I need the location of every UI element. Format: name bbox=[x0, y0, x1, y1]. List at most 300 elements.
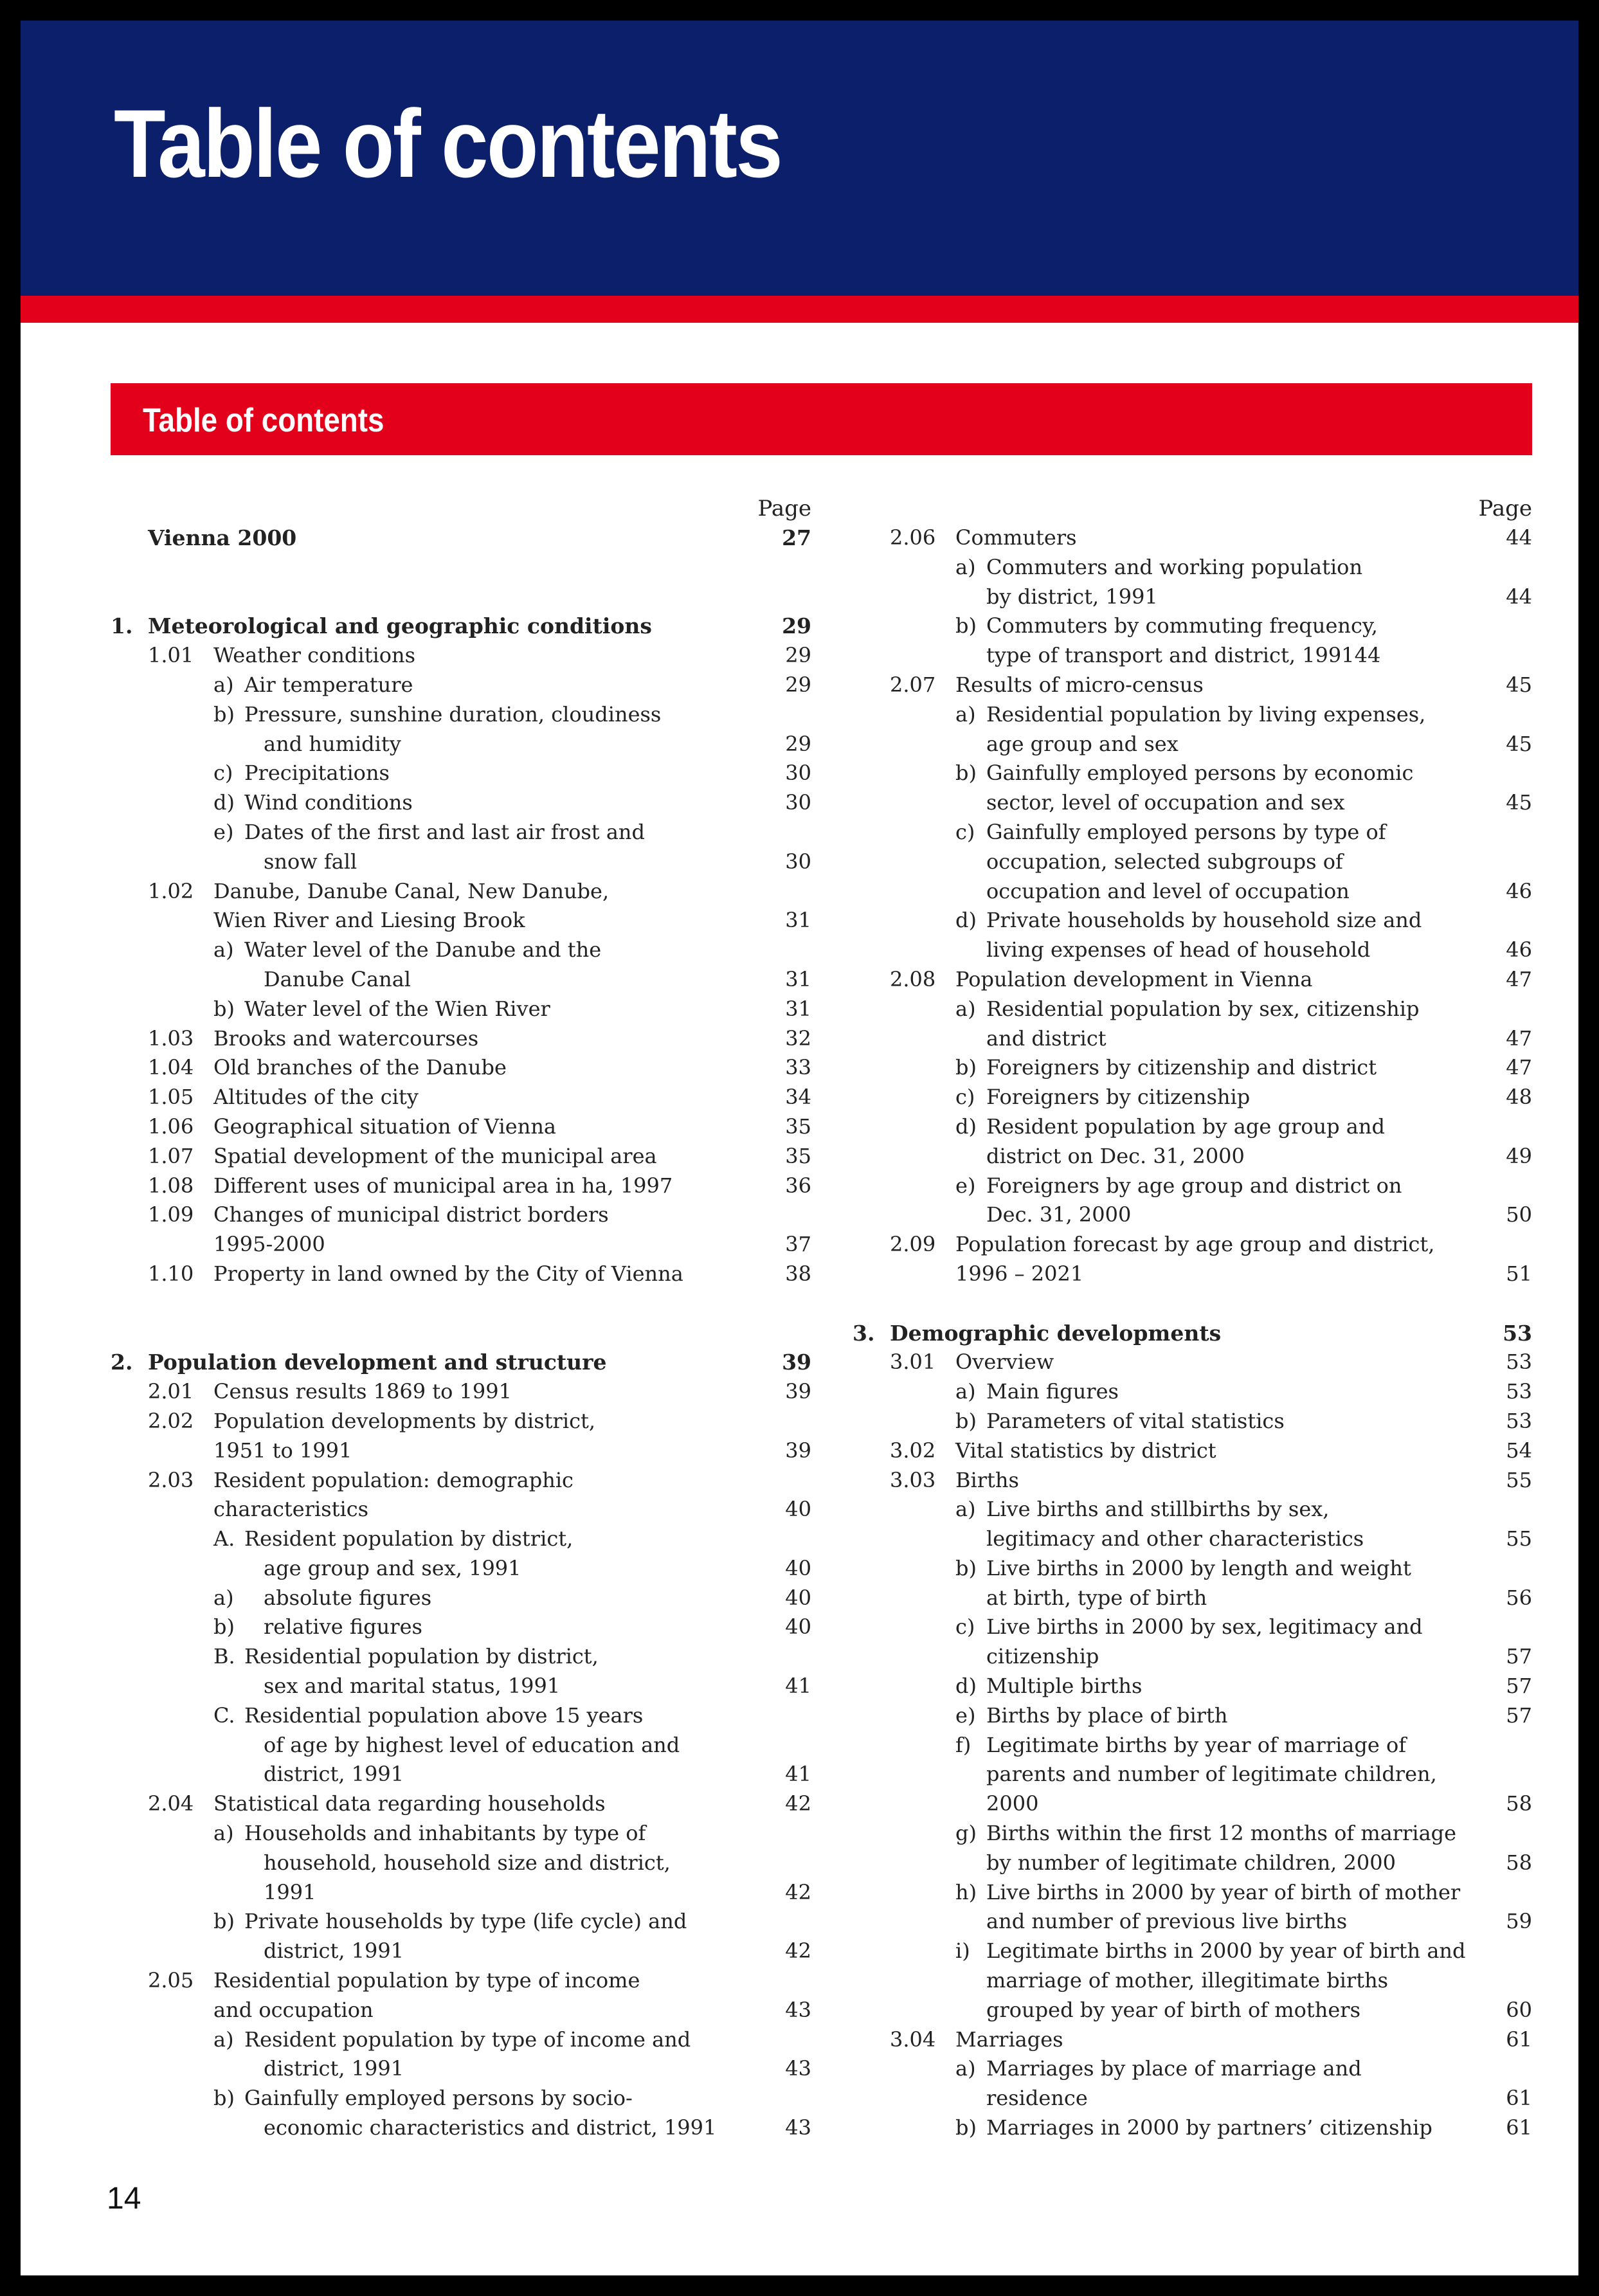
toc-entry[interactable] bbox=[853, 641, 1532, 671]
toc-entry-page: 57 bbox=[1506, 1703, 1532, 1728]
toc-entry-number: 1.10 bbox=[148, 1261, 194, 1286]
toc-entry-page: 56 bbox=[1506, 1585, 1532, 1610]
toc-entry[interactable] bbox=[853, 2025, 1532, 2055]
toc-entry-page: 46 bbox=[1506, 937, 1532, 963]
toc-entry-title: Marriages by place of marriage and bbox=[986, 2056, 1362, 2081]
toc-entry-number: i) bbox=[955, 1939, 970, 1964]
toc-entry[interactable] bbox=[853, 1495, 1532, 1524]
toc-entry[interactable] bbox=[111, 2113, 811, 2143]
toc-entry-page: 33 bbox=[785, 1055, 811, 1080]
toc-entry-page: 31 bbox=[785, 966, 811, 991]
toc-entry[interactable] bbox=[853, 1230, 1532, 1260]
toc-entry-title: absolute figures bbox=[264, 1585, 432, 1610]
toc-entry[interactable] bbox=[853, 523, 1532, 553]
toc-entry[interactable] bbox=[853, 847, 1532, 877]
toc-entry-title: Gainfully employed persons by socio- bbox=[244, 2086, 633, 2111]
toc-entry-title: Commuters and working population bbox=[986, 554, 1363, 579]
toc-entry[interactable] bbox=[111, 936, 811, 965]
toc-entry-number: b) bbox=[955, 613, 977, 638]
toc-entry[interactable] bbox=[111, 2025, 811, 2055]
toc-entry-number: 3.04 bbox=[890, 2027, 936, 2052]
toc-entry-number: 1.02 bbox=[148, 878, 194, 903]
toc-entry[interactable] bbox=[111, 995, 811, 1024]
toc-entry[interactable] bbox=[111, 1083, 811, 1112]
toc-entry[interactable] bbox=[853, 788, 1532, 818]
toc-chapter[interactable] bbox=[853, 1319, 1532, 1348]
toc-entry-page: 31 bbox=[785, 996, 811, 1021]
toc-entry-number: 1.03 bbox=[148, 1026, 194, 1051]
toc-entry[interactable] bbox=[853, 1731, 1532, 1760]
toc-entry[interactable] bbox=[853, 1613, 1532, 1642]
toc-entry-title: household, household size and district, bbox=[264, 1850, 671, 1875]
toc-entry[interactable] bbox=[853, 1260, 1532, 1289]
toc-entry-page: 58 bbox=[1506, 1791, 1532, 1816]
toc-entry-number: 1.01 bbox=[148, 643, 194, 668]
toc-entry-number: f) bbox=[955, 1732, 971, 1757]
toc-entry-number: 1. bbox=[111, 613, 133, 639]
toc-entry-title: Residential population by type of income bbox=[213, 1968, 640, 1993]
toc-entry-title: Residential population by living expenses, bbox=[986, 701, 1426, 727]
toc-entry-number: 2.08 bbox=[890, 966, 936, 991]
toc-entry-number: 1.07 bbox=[148, 1143, 194, 1168]
toc-entry-number: 3. bbox=[853, 1320, 875, 1346]
toc-entry[interactable] bbox=[853, 906, 1532, 936]
toc-entry-title: Wien River and Liesing Brook bbox=[213, 908, 525, 933]
toc-entry[interactable] bbox=[111, 1112, 811, 1142]
toc-entry[interactable] bbox=[111, 1466, 811, 1496]
toc-entry-page: 43 bbox=[785, 2056, 811, 2081]
toc-entry[interactable] bbox=[853, 700, 1532, 730]
toc-entry-title: 1951 to 1991 bbox=[213, 1438, 352, 1463]
toc-entry[interactable] bbox=[111, 847, 811, 877]
toc-entry-title: Air temperature bbox=[244, 672, 413, 697]
toc-entry[interactable] bbox=[853, 553, 1532, 583]
toc-entry-title: sector, level of occupation and sex bbox=[986, 790, 1345, 815]
toc-entry-title: Resident population by district, bbox=[244, 1526, 574, 1551]
toc-entry[interactable] bbox=[853, 1407, 1532, 1436]
toc-entry-page: 49 bbox=[1506, 1143, 1532, 1168]
toc-entry-title: district, 1991 bbox=[264, 1762, 404, 1787]
toc-entry-page: 30 bbox=[785, 761, 811, 786]
toc-entry-title: 1991 bbox=[264, 1879, 316, 1904]
toc-entry-number: h) bbox=[955, 1879, 977, 1904]
toc-entry-page: 29 bbox=[782, 613, 811, 639]
toc-entry-title: Brooks and watercourses bbox=[213, 1026, 479, 1051]
toc-entry-title: Dec. 31, 2000 bbox=[986, 1202, 1132, 1227]
toc-entry-page: 43 bbox=[785, 2115, 811, 2140]
toc-entry-number: 2.02 bbox=[148, 1408, 194, 1433]
toc-entry[interactable] bbox=[111, 641, 811, 671]
toc-entry-title: Live births and stillbirths by sex, bbox=[986, 1497, 1330, 1522]
toc-entry-number: a) bbox=[213, 1821, 234, 1846]
toc-entry[interactable] bbox=[853, 1672, 1532, 1701]
toc-entry[interactable] bbox=[853, 1171, 1532, 1201]
toc-entry-title: of age by highest level of education and bbox=[264, 1732, 680, 1757]
toc-entry-number: a) bbox=[213, 2027, 234, 2052]
toc-entry-number: b) bbox=[213, 1614, 235, 1640]
toc-entry-page: 47 bbox=[1506, 966, 1532, 991]
toc-entry-page: 58 bbox=[1506, 1850, 1532, 1875]
toc-entry[interactable] bbox=[111, 1524, 811, 1554]
toc-right-column bbox=[853, 494, 1532, 2143]
toc-entry[interactable] bbox=[111, 1701, 811, 1731]
toc-entry-title: Foreigners by citizenship and district bbox=[986, 1055, 1377, 1080]
toc-entry-title: characteristics bbox=[213, 1497, 369, 1522]
toc-entry-number: d) bbox=[955, 1114, 977, 1139]
toc-entry[interactable] bbox=[853, 1554, 1532, 1584]
toc-entry[interactable] bbox=[853, 2054, 1532, 2084]
toc-entry[interactable] bbox=[853, 1642, 1532, 1672]
toc-entry-page: 41 bbox=[785, 1762, 811, 1787]
toc-entry-title: Resident population by type of income and bbox=[244, 2027, 691, 2052]
toc-entry-title: Resident population by age group and bbox=[986, 1114, 1385, 1139]
toc-entry-title: Commuters bbox=[955, 525, 1077, 550]
toc-entry-title: marriage of mother, illegitimate births bbox=[986, 1968, 1389, 1993]
toc-entry[interactable] bbox=[111, 2084, 811, 2113]
toc-entry[interactable] bbox=[111, 1200, 811, 1230]
toc-entry-title: Population forecast by age group and district, bbox=[955, 1232, 1435, 1257]
toc-entry-number: A. bbox=[213, 1526, 235, 1551]
toc-entry-number: 2.03 bbox=[148, 1467, 194, 1492]
toc-entry[interactable] bbox=[111, 877, 811, 907]
toc-entry[interactable] bbox=[853, 1819, 1532, 1849]
toc-entry-page: 29 bbox=[785, 672, 811, 697]
toc-entry-number: d) bbox=[955, 908, 977, 933]
toc-entry-page: 40 bbox=[785, 1555, 811, 1580]
toc-entry-title: and number of previous live births bbox=[986, 1909, 1348, 1934]
toc-entry-number: B. bbox=[213, 1644, 235, 1669]
toc-entry-page: 45 bbox=[1506, 790, 1532, 815]
toc-entry-number: b) bbox=[955, 2115, 977, 2140]
toc-entry[interactable] bbox=[111, 1495, 811, 1524]
spacer bbox=[111, 583, 811, 612]
toc-entry[interactable] bbox=[853, 1053, 1532, 1083]
toc-entry-number: a) bbox=[213, 1585, 234, 1610]
toc-entry[interactable] bbox=[853, 671, 1532, 700]
toc-entry[interactable] bbox=[111, 1554, 811, 1584]
toc-entry-title: Live births in 2000 by year of birth of mother bbox=[986, 1879, 1461, 1904]
toc-entry[interactable] bbox=[111, 730, 811, 759]
toc-entry-page: 46 bbox=[1506, 878, 1532, 903]
toc-entry[interactable] bbox=[853, 2084, 1532, 2113]
toc-entry-page: 55 bbox=[1506, 1526, 1532, 1551]
toc-entry[interactable] bbox=[853, 995, 1532, 1024]
toc-entry-number: 3.01 bbox=[890, 1350, 936, 1375]
toc-entry[interactable] bbox=[853, 1466, 1532, 1496]
toc-entry-title: Water level of the Wien River bbox=[244, 996, 550, 1021]
toc-entry-number: d) bbox=[955, 1674, 977, 1699]
toc-entry-title: Results of micro-census bbox=[955, 672, 1204, 697]
toc-entry[interactable] bbox=[111, 788, 811, 818]
toc-entry-page: 60 bbox=[1506, 1997, 1532, 2022]
toc-entry[interactable] bbox=[111, 1878, 811, 1908]
toc-entry-page: 53 bbox=[1506, 1350, 1532, 1375]
toc-entry-number: e) bbox=[955, 1703, 976, 1728]
toc-entry-page: 44 bbox=[1506, 584, 1532, 609]
toc-entry[interactable] bbox=[853, 1584, 1532, 1613]
toc-entry-page: 57 bbox=[1506, 1674, 1532, 1699]
toc-entry-title: Multiple births bbox=[986, 1674, 1143, 1699]
toc-entry-page: 40 bbox=[785, 1497, 811, 1522]
toc-entry-title: Foreigners by age group and district on bbox=[986, 1173, 1402, 1198]
toc-entry-title: Different uses of municipal area in ha, 1997 bbox=[213, 1173, 673, 1198]
toc-entry[interactable] bbox=[853, 1524, 1532, 1554]
toc-entry[interactable] bbox=[853, 759, 1532, 788]
toc-entry-number: d) bbox=[213, 790, 235, 815]
toc-entry-page: 57 bbox=[1506, 1644, 1532, 1669]
toc-entry-page: 61 bbox=[1506, 2027, 1532, 2052]
toc-entry-title: age group and sex, 1991 bbox=[264, 1555, 521, 1580]
toc-entry-page: 53 bbox=[1506, 1408, 1532, 1433]
toc-entry[interactable] bbox=[111, 1937, 811, 1966]
toc-entry-number: b) bbox=[955, 1055, 977, 1080]
toc-entry-title: Legitimate births by year of marriage of bbox=[986, 1732, 1407, 1757]
toc-entry-title: Wind conditions bbox=[244, 790, 413, 815]
toc-entry[interactable] bbox=[853, 583, 1532, 612]
toc-entry-page: 45 bbox=[1506, 731, 1532, 756]
toc-entry-title: Precipitations bbox=[244, 761, 390, 786]
toc-entry[interactable] bbox=[111, 1230, 811, 1260]
toc-entry-page: 45 bbox=[1506, 672, 1532, 697]
toc-entry-title: occupation, selected subgroups of bbox=[986, 849, 1343, 874]
toc-entry[interactable] bbox=[111, 1142, 811, 1171]
toc-entry-page: 54 bbox=[1506, 1438, 1532, 1463]
toc-entry[interactable] bbox=[111, 1996, 811, 2025]
toc-entry-title: Vital statistics by district bbox=[955, 1438, 1216, 1463]
toc-entry-title: Private households by household size and bbox=[986, 908, 1422, 933]
toc-entry-page: 38 bbox=[785, 1261, 811, 1286]
toc-entry-page: 30 bbox=[785, 849, 811, 874]
toc-entry-title: Marriages bbox=[955, 2027, 1063, 2052]
toc-entry-title: Danube, Danube Canal, New Danube, bbox=[213, 878, 610, 903]
toc-entry[interactable] bbox=[111, 1584, 811, 1613]
toc-entry-title: Property in land owned by the City of Vienna bbox=[213, 1261, 683, 1286]
document-page bbox=[21, 21, 1578, 2275]
toc-entry[interactable] bbox=[111, 1907, 811, 1937]
toc-entry[interactable] bbox=[111, 1672, 811, 1701]
toc-entry-title: and occupation bbox=[213, 1997, 374, 2022]
toc-entry-page: 39 bbox=[785, 1379, 811, 1404]
toc-entry-title: and district bbox=[986, 1026, 1107, 1051]
toc-entry[interactable] bbox=[111, 1407, 811, 1436]
toc-entry[interactable] bbox=[853, 1142, 1532, 1171]
toc-entry-title: sex and marital status, 1991 bbox=[264, 1674, 561, 1699]
toc-entry[interactable] bbox=[111, 1849, 811, 1878]
toc-entry-number: c) bbox=[213, 761, 233, 786]
toc-entry[interactable] bbox=[853, 1907, 1532, 1937]
toc-entry-title: Danube Canal bbox=[264, 966, 411, 991]
toc-entry-number: 1.09 bbox=[148, 1202, 194, 1227]
toc-entry[interactable] bbox=[111, 759, 811, 788]
toc-entry-number: 1.04 bbox=[148, 1055, 194, 1080]
toc-entry-title: Births by place of birth bbox=[986, 1703, 1228, 1728]
toc-entry-number: b) bbox=[213, 1909, 235, 1934]
toc-entry-title: grouped by year of birth of mothers bbox=[986, 1997, 1360, 2022]
page-number: 14 bbox=[107, 2182, 141, 2216]
toc-entry-number: 2. bbox=[111, 1350, 133, 1375]
toc-entry-title: Overview bbox=[955, 1350, 1054, 1375]
toc-entry-page: 35 bbox=[785, 1143, 811, 1168]
toc-entry[interactable] bbox=[111, 906, 811, 936]
toc-entry[interactable] bbox=[853, 1849, 1532, 1878]
toc-entry-number: 2.05 bbox=[148, 1968, 194, 1993]
toc-entry[interactable] bbox=[111, 1053, 811, 1083]
page-title: Table of contents bbox=[114, 89, 782, 197]
toc-entry-title: Vienna 2000 bbox=[148, 525, 297, 550]
toc-entry[interactable] bbox=[111, 1966, 811, 1996]
toc-entry[interactable] bbox=[853, 1024, 1532, 1054]
toc-entry-number: 2.06 bbox=[890, 525, 936, 550]
toc-entry-title: 1995-2000 bbox=[213, 1232, 325, 1257]
toc-entry[interactable] bbox=[853, 1996, 1532, 2025]
toc-entry[interactable] bbox=[853, 1083, 1532, 1112]
toc-entry-number: b) bbox=[213, 701, 235, 727]
page-column-label: Page bbox=[757, 496, 811, 521]
toc-entry-title: district on Dec. 31, 2000 bbox=[986, 1143, 1245, 1168]
toc-entry[interactable] bbox=[853, 1937, 1532, 1966]
toc-entry-number: c) bbox=[955, 1085, 975, 1110]
toc-entry[interactable] bbox=[853, 1878, 1532, 1908]
toc-entry-title: relative figures bbox=[264, 1614, 422, 1640]
toc-entry-number: a) bbox=[213, 937, 234, 963]
toc-entry[interactable] bbox=[111, 2054, 811, 2084]
toc-entry[interactable] bbox=[853, 1200, 1532, 1230]
toc-entry[interactable] bbox=[853, 1436, 1532, 1466]
header-red-stripe bbox=[21, 296, 1578, 323]
toc-entry-number: a) bbox=[955, 2056, 976, 2081]
toc-entry-title: and humidity bbox=[264, 731, 401, 756]
toc-entry-title: Main figures bbox=[986, 1379, 1119, 1404]
toc-entry[interactable] bbox=[111, 1642, 811, 1672]
toc-entry-title: by district, 1991 bbox=[986, 584, 1158, 609]
toc-entry-number: b) bbox=[955, 1408, 977, 1433]
toc-entry-title: Population development and structure bbox=[148, 1350, 607, 1375]
toc-entry-number: 3.03 bbox=[890, 1467, 936, 1492]
toc-entry-number: g) bbox=[955, 1821, 977, 1846]
toc-entry-title: Dates of the first and last air frost and bbox=[244, 819, 645, 844]
toc-entry[interactable] bbox=[111, 1024, 811, 1054]
toc-entry[interactable] bbox=[111, 1819, 811, 1849]
toc-entry[interactable] bbox=[853, 936, 1532, 965]
toc-entry-title: Pressure, sunshine duration, cloudiness bbox=[244, 701, 662, 727]
toc-entry[interactable] bbox=[111, 1260, 811, 1289]
toc-entry-title: living expenses of head of household bbox=[986, 937, 1371, 963]
toc-entry[interactable] bbox=[111, 671, 811, 700]
toc-entry[interactable] bbox=[111, 1789, 811, 1819]
toc-entry-title: Households and inhabitants by type of bbox=[244, 1821, 646, 1846]
toc-entry-title: by number of legitimate children, 2000 bbox=[986, 1850, 1396, 1875]
toc-entry[interactable] bbox=[111, 965, 811, 995]
toc-entry[interactable] bbox=[853, 818, 1532, 847]
toc-entry[interactable] bbox=[853, 1348, 1532, 1377]
toc-entry[interactable] bbox=[853, 1789, 1532, 1819]
toc-entry-number: b) bbox=[955, 761, 977, 786]
toc-entry-title: Census results 1869 to 1991 bbox=[213, 1379, 512, 1404]
toc-entry[interactable] bbox=[853, 1112, 1532, 1142]
toc-entry-title: Weather conditions bbox=[213, 643, 416, 668]
toc-entry-title: Altitudes of the city bbox=[213, 1085, 419, 1110]
toc-entry-page: 32 bbox=[785, 1026, 811, 1051]
toc-entry-number: 2.09 bbox=[890, 1232, 936, 1257]
toc-entry-title: type of transport and district, 199144 bbox=[986, 643, 1381, 668]
toc-entry[interactable] bbox=[853, 1966, 1532, 1996]
toc-entry-page: 43 bbox=[785, 1997, 811, 2022]
toc-entry-number: 1.06 bbox=[148, 1114, 194, 1139]
toc-chapter[interactable] bbox=[111, 1348, 811, 1377]
toc-entry-title: Gainfully employed persons by economic bbox=[986, 761, 1414, 786]
toc-entry-page: 55 bbox=[1506, 1467, 1532, 1492]
toc-entry[interactable] bbox=[853, 1760, 1532, 1789]
toc-entry[interactable] bbox=[111, 1377, 811, 1407]
toc-entry-title: Population developments by district, bbox=[213, 1408, 596, 1433]
toc-entry-title: Marriages in 2000 by partners’ citizenship bbox=[986, 2115, 1432, 2140]
toc-entry-title: Old branches of the Danube bbox=[213, 1055, 507, 1080]
toc-entry-number: a) bbox=[955, 996, 976, 1021]
toc-entry[interactable] bbox=[111, 700, 811, 730]
toc-entry-page: 53 bbox=[1503, 1320, 1532, 1346]
toc-entry-page: 29 bbox=[785, 731, 811, 756]
toc-entry[interactable] bbox=[853, 730, 1532, 759]
toc-entry-number: b) bbox=[955, 1555, 977, 1580]
toc-entry-title: Parameters of vital statistics bbox=[986, 1408, 1285, 1433]
toc-entry[interactable] bbox=[111, 1731, 811, 1760]
toc-entry-title: residence bbox=[986, 2086, 1088, 2111]
toc-entry-title: 1996 – 2021 bbox=[955, 1261, 1084, 1286]
toc-entry[interactable] bbox=[853, 877, 1532, 907]
toc-entry-title: age group and sex bbox=[986, 731, 1179, 756]
toc-entry[interactable] bbox=[853, 1377, 1532, 1407]
toc-entry-title: Resident population: demographic bbox=[213, 1467, 574, 1492]
toc-entry-page: 37 bbox=[785, 1232, 811, 1257]
toc-entry[interactable] bbox=[853, 1701, 1532, 1731]
spacer bbox=[111, 1289, 811, 1319]
toc-entry[interactable] bbox=[111, 1613, 811, 1642]
toc-entry[interactable] bbox=[111, 1171, 811, 1201]
toc-entry-title: 2000 bbox=[986, 1791, 1039, 1816]
toc-entry-page: 47 bbox=[1506, 1055, 1532, 1080]
toc-entry-title: Changes of municipal district borders bbox=[213, 1202, 609, 1227]
toc-entry-number: c) bbox=[955, 1614, 975, 1640]
toc-chapter[interactable] bbox=[111, 523, 811, 553]
toc-entry-number: a) bbox=[213, 672, 234, 697]
toc-entry-title: Live births in 2000 by length and weight bbox=[986, 1555, 1411, 1580]
toc-entry-title: Residential population by sex, citizenship bbox=[986, 996, 1420, 1021]
toc-entry-page: 61 bbox=[1506, 2086, 1532, 2111]
header-banner bbox=[21, 21, 1578, 296]
toc-entry-page: 47 bbox=[1506, 1026, 1532, 1051]
toc-entry-page: 42 bbox=[785, 1879, 811, 1904]
toc-chapter[interactable] bbox=[111, 611, 811, 641]
toc-entry-page: 34 bbox=[785, 1085, 811, 1110]
toc-entry-title: Private households by type (life cycle) and bbox=[244, 1909, 687, 1934]
toc-entry[interactable] bbox=[111, 818, 811, 847]
spacer bbox=[111, 1319, 811, 1348]
toc-entry[interactable] bbox=[853, 2113, 1532, 2143]
toc-entry[interactable] bbox=[853, 965, 1532, 995]
toc-entry[interactable] bbox=[111, 1760, 811, 1789]
toc-entry-title: parents and number of legitimate children, bbox=[986, 1762, 1437, 1787]
toc-entry-page: 59 bbox=[1506, 1909, 1532, 1934]
toc-entry[interactable] bbox=[853, 611, 1532, 641]
toc-entry-title: Meteorological and geographic conditions bbox=[148, 613, 652, 639]
section-heading-bar bbox=[111, 383, 1532, 455]
toc-entry-title: Residential population by district, bbox=[244, 1644, 599, 1669]
toc-entry[interactable] bbox=[111, 1436, 811, 1466]
toc-entry-title: Legitimate births in 2000 by year of birth and bbox=[986, 1939, 1466, 1964]
page-column-label: Page bbox=[1478, 496, 1532, 521]
section-heading: Table of contents bbox=[143, 402, 384, 439]
toc-entry-title: Population development in Vienna bbox=[955, 966, 1313, 991]
